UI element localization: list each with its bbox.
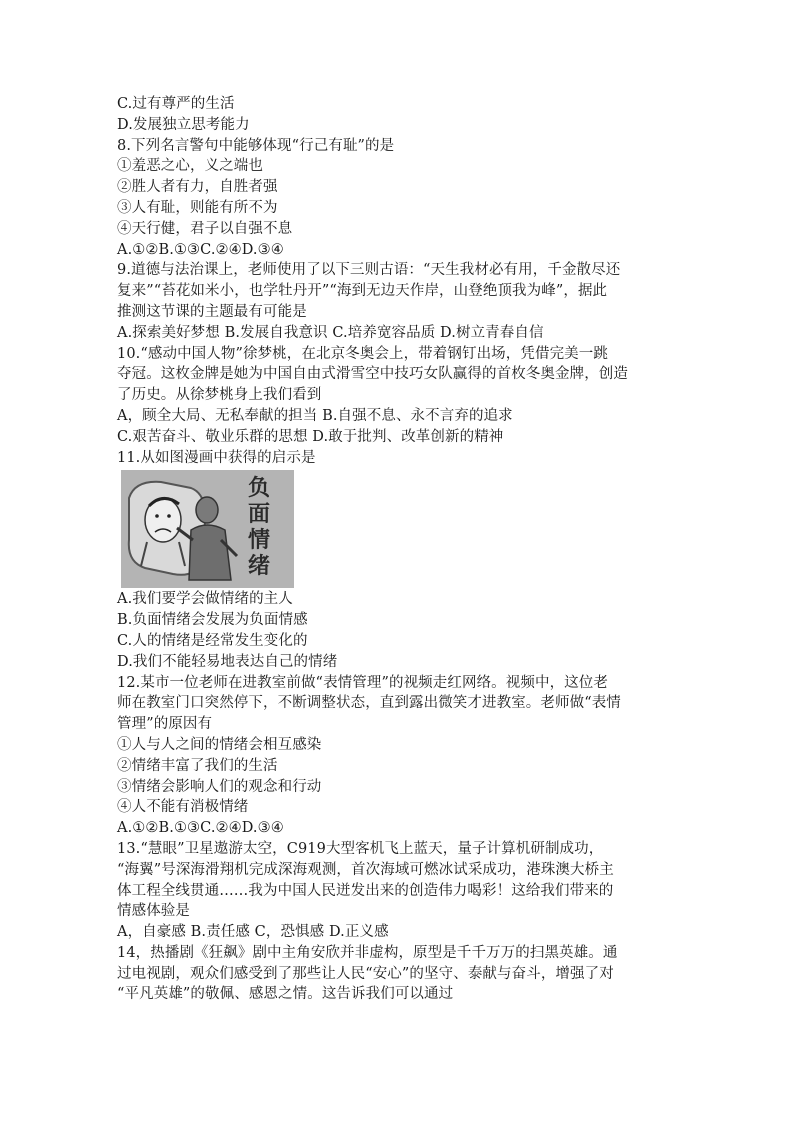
text-line: 14，热播剧《狂飙》剧中主角安欣并非虚构，原型是千千万万的扫黑英雄。通 xyxy=(117,944,618,961)
text-line: 情感体验是 xyxy=(117,903,190,920)
text-line: ②胜人者有力，自胜者强 xyxy=(117,179,278,196)
text-line: A，自豪感 B.责任感 C，恐惧感 D.正义感 xyxy=(117,924,389,941)
text-line: 10.“感动中国人物”徐梦桃，在北京冬奥会上，带着钢钉出场，凭借完美一跳 xyxy=(117,345,608,362)
text-line: ①人与人之间的情绪会相互感染 xyxy=(117,736,322,753)
text-line: B.负面情绪会发展为负面情感 xyxy=(117,612,308,629)
text-block-after-image xyxy=(117,589,697,1005)
text-line: ②情绪丰富了我们的生活 xyxy=(117,757,278,774)
text-line: C.艰苦奋斗、敬业乐群的思想 D.敢于批判、改革创新的精神 xyxy=(117,428,504,445)
text-line: 管理”的原因有 xyxy=(117,716,213,733)
text-line: 8.下列名言警句中能够体现“行己有耻”的是 xyxy=(117,137,395,154)
text-line: ③人有耻，则能有所不为 xyxy=(117,199,278,216)
text-line: C.人的情绪是经常发生变化的 xyxy=(117,632,308,649)
text-line: 推测这节课的主题最有可能是 xyxy=(117,303,307,320)
text-line: A.①②B.①③C.②④D.③④ xyxy=(117,241,284,258)
cartoon-image xyxy=(121,470,294,588)
text-line: 12.某市一位老师在进教室前做“表情管理”的视频走红网络。视频中，这位老 xyxy=(117,674,608,691)
text-line: “平凡英雄”的敬佩、感恩之情。这告诉我们可以通过 xyxy=(117,986,454,1003)
text-line: 9.道德与法治课上，老师使用了以下三则古语：“天生我材必有用，千金散尽还 xyxy=(117,262,621,279)
text-line: 11.从如图漫画中获得的启示是 xyxy=(117,449,316,466)
text-line: 体工程全线贯通……我为中国人民迸发出来的创造伟力喝彩！这给我们带来的 xyxy=(117,882,614,899)
cartoon-char: 面 xyxy=(247,502,270,528)
text-line: A.探索美好梦想 B.发展自我意识 C.培养宽容品质 D.树立青春自信 xyxy=(117,324,544,341)
text-line: 了历史。从徐梦桃身上我们看到 xyxy=(117,387,322,404)
text-line: 师在教室门口突然停下，不断调整状态，直到露出微笑才进教室。老师做“表情 xyxy=(117,695,621,712)
question-text xyxy=(117,94,697,1005)
text-line: D.发展独立思考能力 xyxy=(117,116,250,133)
text-line: A.①②B.①③C.②④D.③④ xyxy=(117,820,284,837)
text-line: ③情绪会影响人们的观念和行动 xyxy=(117,778,322,795)
text-line: ①羞恶之心，义之端也 xyxy=(117,158,263,175)
cartoon-caption xyxy=(245,476,273,580)
text-line: ④天行健，君子以自强不息 xyxy=(117,220,293,237)
cartoon-char: 情 xyxy=(247,528,270,554)
text-line: “海翼”号深海滑翔机完成深海观测，首次海域可燃冰试采成功，港珠澳大桥主 xyxy=(117,861,614,878)
cartoon-char: 绪 xyxy=(247,554,270,580)
text-block-before-image xyxy=(117,94,697,468)
text-line: 13.“慧眼”卫星遨游太空，C919大型客机飞上蓝天，量子计算机研制成功， xyxy=(117,840,604,857)
text-line: 过电视剧，观众们感受到了那些让人民“安心”的坚守、泰献与奋斗，增强了对 xyxy=(117,965,614,982)
text-line: C.过有尊严的生活 xyxy=(117,96,235,112)
cartoon-char: 负 xyxy=(247,476,270,502)
text-line: 夺冠。这枚金牌是她为中国自由式滑雪空中技巧女队赢得的首枚冬奥金牌，创造 xyxy=(117,366,628,383)
text-line: A.我们要学会做情绪的主人 xyxy=(117,591,293,608)
text-line: ④人不能有消极情绪 xyxy=(117,799,249,816)
text-line: 复来”“苔花如米小，也学牡丹开”“海到无边天作岸，山登绝顶我为峰”，据此 xyxy=(117,283,608,300)
text-line: A，顾全大局、无私奉献的担当 B.自强不息、永不言弃的追求 xyxy=(117,407,513,424)
text-line: D.我们不能轻易地表达自己的情绪 xyxy=(117,653,338,670)
